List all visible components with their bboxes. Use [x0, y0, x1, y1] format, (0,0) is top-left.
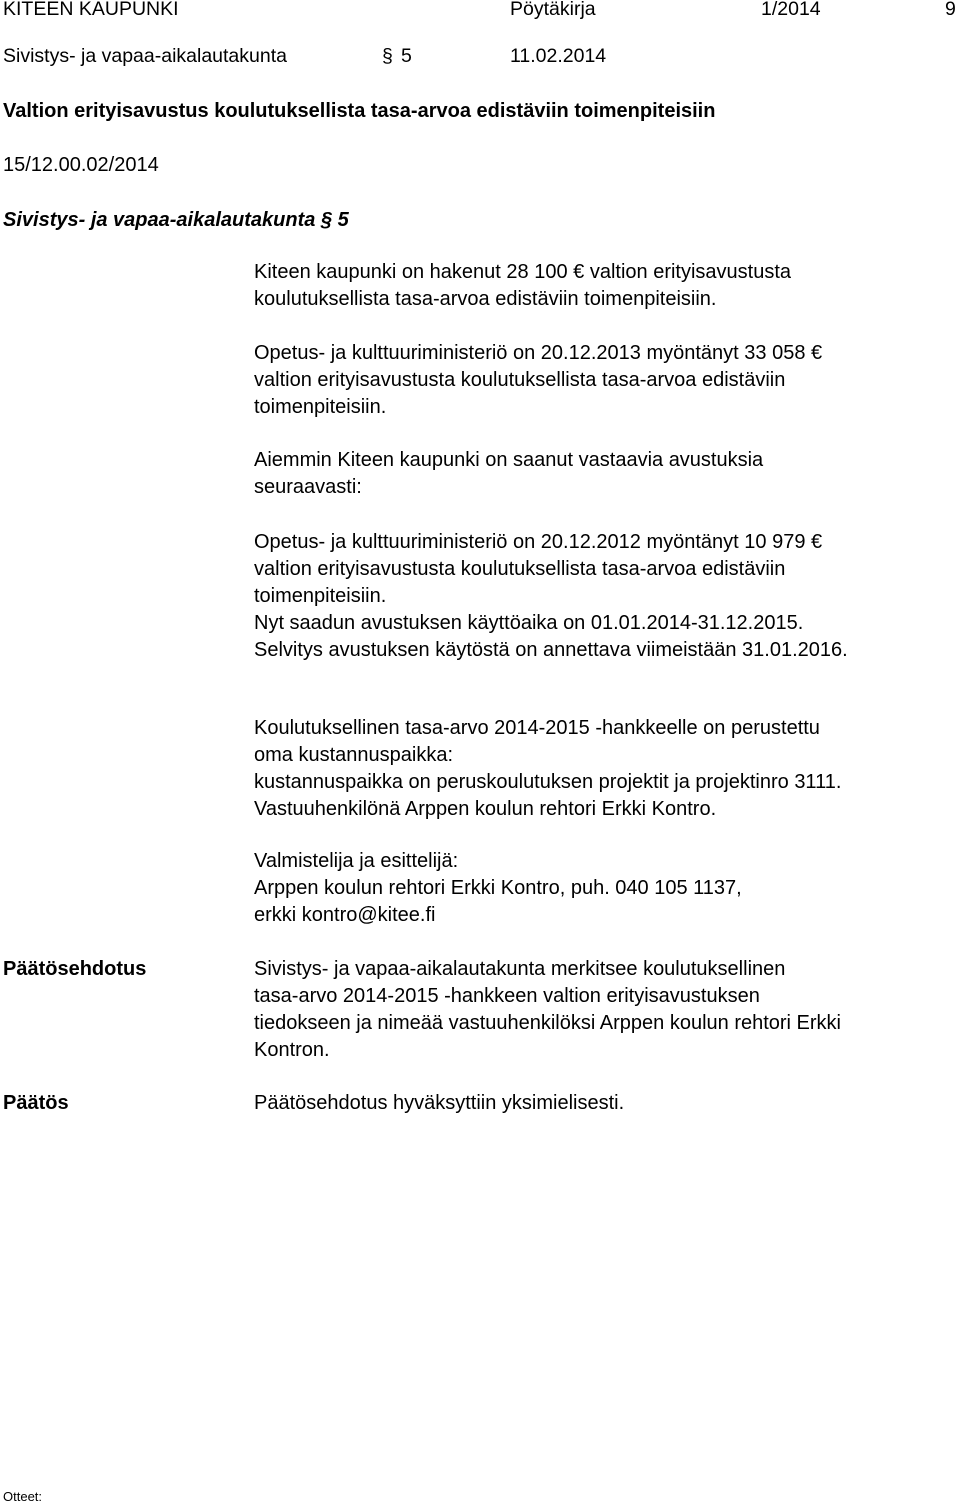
document-number: 1/2014 — [761, 0, 821, 20]
paragraph-line: Nyt saadun avustuksen käyttöaika on 01.01.2014-31.12.2015. — [254, 612, 804, 634]
paragraph-cost-center — [254, 715, 954, 823]
paragraph-line: Aiemmin Kiteen kaupunki on saanut vastaavia avustuksia — [254, 449, 764, 471]
paragraph-line: Selvitys avustuksen käytöstä on annettava viimeistään 31.01.2016. — [254, 639, 848, 661]
paragraph-line: valtion erityisavustusta koulutuksellista tasa-arvoa edistäviin — [254, 369, 786, 391]
attachments-label: Otteet: — [3, 1489, 43, 1504]
page-number: 9 — [945, 0, 956, 20]
paragraph-line: Opetus- ja kulttuuriministeriö on 20.12.2012 myöntänyt 10 979 € — [254, 531, 823, 553]
organization-name: KITEEN KAUPUNKI — [3, 0, 179, 20]
proposal-label: Päätösehdotus — [3, 958, 147, 980]
paragraph-line: Vastuuhenkilönä Arppen koulun rehtori Erkki Kontro. — [254, 798, 717, 820]
reference-number: 15/12.00.02/2014 — [3, 154, 159, 176]
committee-name: Sivistys- ja vapaa-aikalautakunta — [3, 45, 287, 67]
document-title: Valtion erityisavustus koulutuksellista tasa-arvoa edistäviin toimenpiteisiin — [3, 100, 716, 122]
paragraph-line: kustannuspaikka on peruskoulutuksen projektit ja projektinro 3111. — [254, 771, 842, 793]
paragraph-line: valtion erityisavustusta koulutuksellista tasa-arvoa edistäviin — [254, 558, 786, 580]
document-type: Pöytäkirja — [510, 0, 596, 20]
paragraph-line: seuraavasti: — [254, 476, 362, 498]
paragraph-grant-2012 — [254, 529, 954, 610]
decision-text — [254, 1090, 954, 1117]
proposal-line: tasa-arvo 2014-2015 -hankkeen valtion erityisavustuksen — [254, 985, 760, 1007]
paragraph-line: Koulutuksellinen tasa-arvo 2014-2015 -hankkeelle on perustettu — [254, 717, 820, 739]
paragraph-usage-period — [254, 610, 954, 664]
paragraph-line: toimenpiteisiin. — [254, 585, 387, 607]
section-subheading: Sivistys- ja vapaa-aikalautakunta § 5 — [3, 209, 349, 231]
proposal-line: tiedokseen ja nimeää vastuuhenkilöksi Arppen koulun rehtori Erkki — [254, 1012, 842, 1034]
decision-line: Päätösehdotus hyväksyttiin yksimielisesti. — [254, 1092, 625, 1114]
paragraph-line: koulutuksellista tasa-arvoa edistäviin toimenpiteisiin. — [254, 288, 717, 310]
paragraph-line: oma kustannuspaikka: — [254, 744, 454, 766]
proposal-text — [254, 956, 954, 1064]
paragraph-line: Arppen koulun rehtori Erkki Kontro, puh. 040 105 1137, — [254, 877, 742, 899]
paragraph-line: Opetus- ja kulttuuriministeriö on 20.12.2013 myöntänyt 33 058 € — [254, 342, 823, 364]
paragraph-preparer — [254, 848, 954, 929]
paragraph-line: Kiteen kaupunki on hakenut 28 100 € valtion erityisavustusta — [254, 261, 792, 283]
paragraph-grant-2013 — [254, 340, 954, 421]
paragraph-application — [254, 259, 954, 313]
paragraph-line: toimenpiteisiin. — [254, 396, 387, 418]
paragraph-line: erkki kontro@kitee.fi — [254, 904, 436, 926]
paragraph-previous-grants — [254, 447, 954, 501]
proposal-line: Kontron. — [254, 1039, 330, 1061]
paragraph-line: Valmistelija ja esittelijä: — [254, 850, 459, 872]
proposal-line: Sivistys- ja vapaa-aikalautakunta merkitsee koulutuksellinen — [254, 958, 786, 980]
meeting-date: 11.02.2014 — [510, 45, 607, 67]
decision-label: Päätös — [3, 1092, 69, 1114]
section-sign: § — [382, 45, 393, 67]
section-number: 5 — [401, 45, 412, 67]
